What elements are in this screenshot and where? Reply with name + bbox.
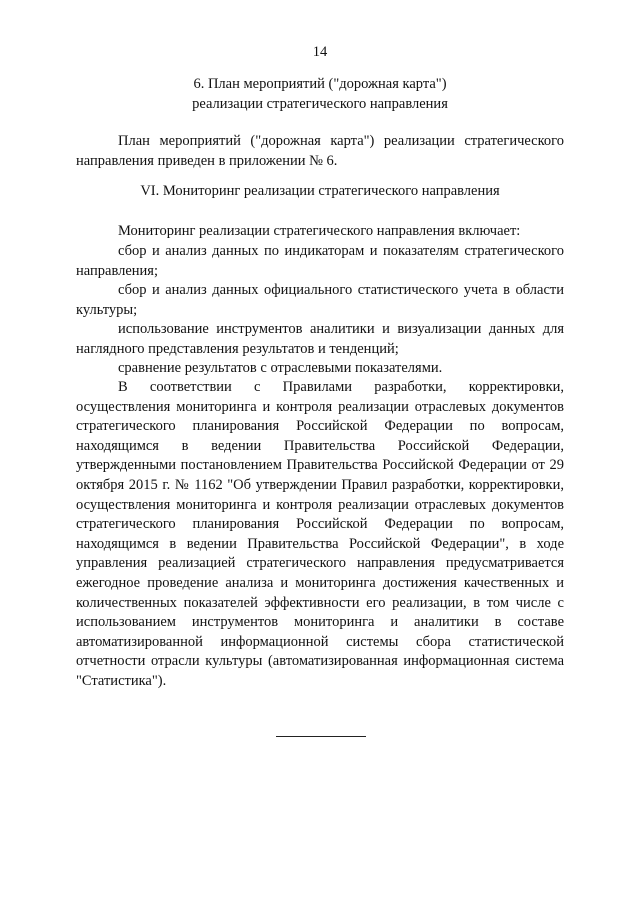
section-6-heading xyxy=(76,75,564,114)
monitoring-list-item: сравнение результатов с отраслевыми показателями. xyxy=(118,360,443,376)
monitoring-list-item: сбор и анализ данных официального статистического учета в области культуры; xyxy=(76,282,564,318)
section-6-heading-line-2: реализации стратегического направления xyxy=(192,95,448,112)
monitoring-intro: Мониторинг реализации стратегического направления включает: xyxy=(118,223,521,239)
monitoring-list-item: использование инструментов аналитики и визуализации данных для наглядного представления результатов и тенденций; xyxy=(76,321,564,357)
monitoring-main-paragraph: В соответствии с Правилами разработки, корректировки, осуществления мониторинга и контроля реализации отраслевых документов стратегического планирования Российской Федерации по вопросам, находящимся в ведении Правительства Российской Федерации, утвержденными постановлением Правительства Российской Федерации от 29 октября 2015 г. № 1162 "Об утверждении Правил разработки, корректировки, осуществления мониторинга и контроля реализации отраслевых документов стратегического планирования Российской Федерации по вопросам, находящимся в ведении Правительства Российской Федерации", в ходе управления реализацией стратегического направления предусматривается ежегодное проведение анализа и мониторинга достижения качественных и количественных показателей эффективности его реализации, в том числе с использованием инструментов мониторинга и аналитики в составе автоматизированной информационной системы сбора статистической отчетности отрасли культуры (автоматизированная информационная система "Статистика"). xyxy=(76,379,564,689)
section-vi-heading: VI. Мониторинг реализации стратегического направления xyxy=(140,183,500,199)
closing-divider-line xyxy=(276,736,366,737)
monitoring-list-item: сбор и анализ данных по индикаторам и показателям стратегического направления; xyxy=(76,243,564,279)
section-6-heading-line-1: 6. План мероприятий ("дорожная карта") xyxy=(193,76,447,92)
page-number: 14 xyxy=(312,44,328,60)
section-6-paragraph: План мероприятий ("дорожная карта") реализации стратегического направления приведен в приложении № 6. xyxy=(76,133,564,169)
